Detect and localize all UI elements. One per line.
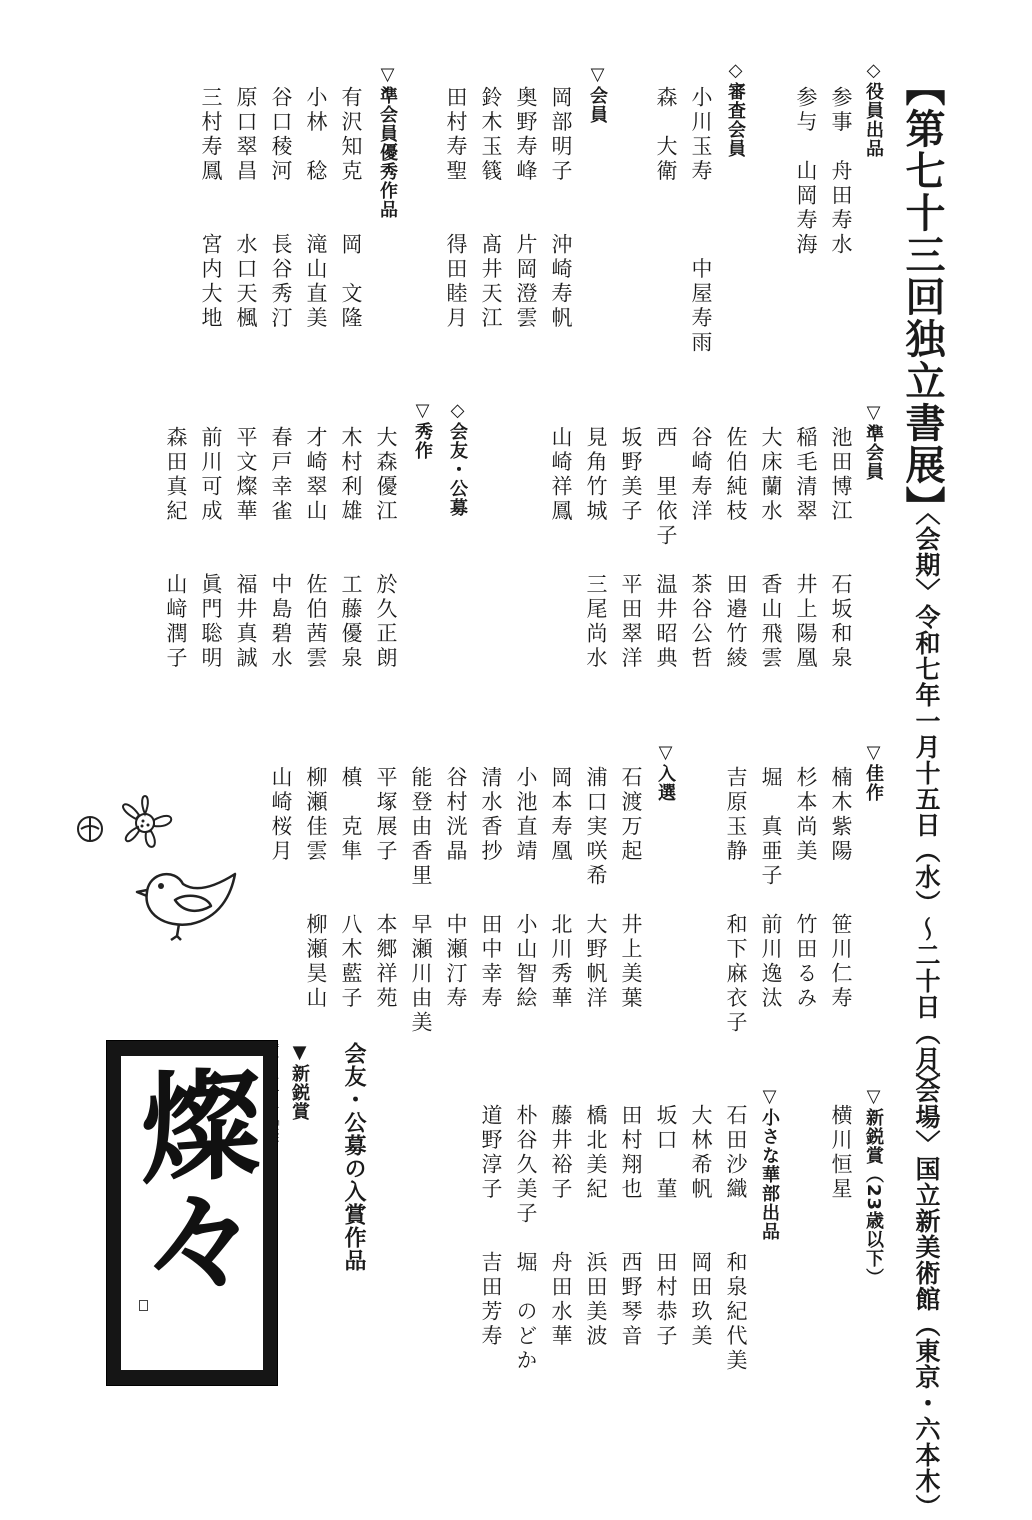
assoc-row: 佐伯純枝 田邉竹綾 [724,426,748,671]
assoc-row: 稲毛清翠 井上陽凰 [794,426,818,671]
judges-heading: ◇審査会員 [725,60,746,158]
calligraphy-artwork [106,1040,278,1386]
officer-row: 参与 山岡寿海 [794,86,818,258]
award-heading: ▼新鋭賞 [289,1042,310,1121]
kasaku-row: 吉原玉静 和下麻衣子 [724,766,748,1036]
nyusen-row: 石渡万起 井上美葉 [619,766,643,1011]
member-row: 奥野寿峰 片岡澄雲 [514,86,538,331]
small-row: 坂口 菫 田村恭子 [654,1104,678,1349]
assoc-row: 見角竹城 三尾尚水 [584,426,608,671]
small-row: 橋北美紀 浜田美波 [584,1104,608,1349]
shinei-heading: ▽新鋭賞（23歳以下） [863,1086,884,1288]
assoc-heading: ▽準会員 [863,402,884,481]
nyusen-row: 柳瀬佳雲 柳瀬昊山 [304,766,328,1011]
small-row: 田村翔也 西野琴音 [619,1104,643,1349]
shusaku-heading: ▽秀作 [412,400,433,460]
artwork-seal [139,1300,148,1311]
assoc-row: 谷崎寿洋 茶谷公哲 [689,426,713,671]
artwork-calligraphy: 燦々 [121,1059,262,1297]
shusaku-row: 平文燦華 福井真誠 [234,426,258,671]
nyusen-row: 清水香抄 田中幸寿 [479,766,503,1011]
small-row: 大林希帆 岡田玖美 [689,1104,713,1349]
small-row: 朴谷久美子 堀 のどか [514,1104,538,1374]
small-row: 藤井裕子 舟田水華 [549,1104,573,1349]
small-heading: ▽小さな華部出品 [759,1086,780,1241]
small-row: 道野淳子 吉田芳寿 [479,1104,503,1349]
bird-icon [135,862,245,942]
kasaku-heading: ▽佳作 [863,742,884,802]
assoc-row: 山崎祥鳳 [549,426,573,524]
shusaku-row: 森田真紀 山﨑潤子 [164,426,188,671]
friends-heading: ◇会友・公募 [447,400,468,517]
flower-icon [65,785,175,855]
nyusen-row: 能登由香里 早瀬川由美 [409,766,433,1036]
kasaku-row: 楠木紫陽 笹川仁寿 [829,766,853,1011]
nyusen-row: 平塚展子 本郷祥苑 [374,766,398,1011]
shinei-row: 横川恒星 [829,1104,853,1202]
nyusen-heading: ▽入選 [655,742,676,802]
officers-heading: ◇役員出品 [863,60,884,158]
assoc-excellent-row: 三村寿鳳 宮内大地 [199,86,223,331]
nyusen-row: 山崎桜月 [269,766,293,864]
assoc-excellent-row: 小林 稔 滝山直美 [304,86,328,331]
judge-row: 小川玉寿 中屋寿雨 [689,86,713,356]
assoc-row: 西 里依子 温井昭典 [654,426,678,671]
shusaku-row: 大森優江 於久正朗 [374,426,398,671]
assoc-excellent-heading: ▽準会員優秀作品 [377,64,398,219]
officer-row: 参事 舟田寿水 [829,86,853,258]
artwork-paper [121,1056,263,1370]
nyusen-row: 谷村洸晶 中瀬汀寿 [444,766,468,1011]
exhibition-title: 【第七十三回独立書展】 [899,66,945,528]
assoc-excellent-row: 谷口稜河 長谷秀汀 [269,86,293,331]
nyusen-row: 小池直靖 小山智絵 [514,766,538,1011]
kasaku-row: 杉本尚美 竹田るみ [794,766,818,1011]
assoc-excellent-row: 原口翠昌 水口天楓 [234,86,258,331]
member-row: 田村寿聖 得田睦月 [444,86,468,331]
small-row: 石田沙織 和泉紀代美 [724,1104,748,1374]
member-row: 鈴木玉篯 髙井天江 [479,86,503,331]
exhibition-period: 〈会期〉令和七年一月十五日（水）～二十日（月） [912,500,941,1098]
kasaku-row: 堀 真亜子 前川逸汰 [759,766,783,1011]
judge-row: 森 大衛 [654,86,678,184]
shusaku-row: 春戸幸雀 中島碧水 [269,426,293,671]
member-row: 岡部明子 沖崎寿帆 [549,86,573,331]
assoc-excellent-row: 有沢知克 岡 文隆 [339,86,363,331]
members-heading: ▽会員 [587,64,608,124]
assoc-row: 池田博江 石坂和泉 [829,426,853,671]
shusaku-row: 前川可成 眞門聡明 [199,426,223,671]
exhibition-venue: 〈会場〉国立新美術館（東京・六本木） [912,1052,941,1520]
assoc-row: 大床蘭水 香山飛雲 [759,426,783,671]
nyusen-row: 岡本寿凰 北川秀華 [549,766,573,1011]
nyusen-row: 槙 克隼 八木藍子 [339,766,363,1011]
award-block-title: 会友・公募の入賞作品 [341,1042,366,1272]
shusaku-row: 木村利雄 工藤優泉 [339,426,363,671]
assoc-row: 坂野美子 平田翠洋 [619,426,643,671]
shusaku-row: 才崎翠山 佐伯茜雲 [304,426,328,671]
nyusen-row: 浦口実咲希 大野帆洋 [584,766,608,1011]
